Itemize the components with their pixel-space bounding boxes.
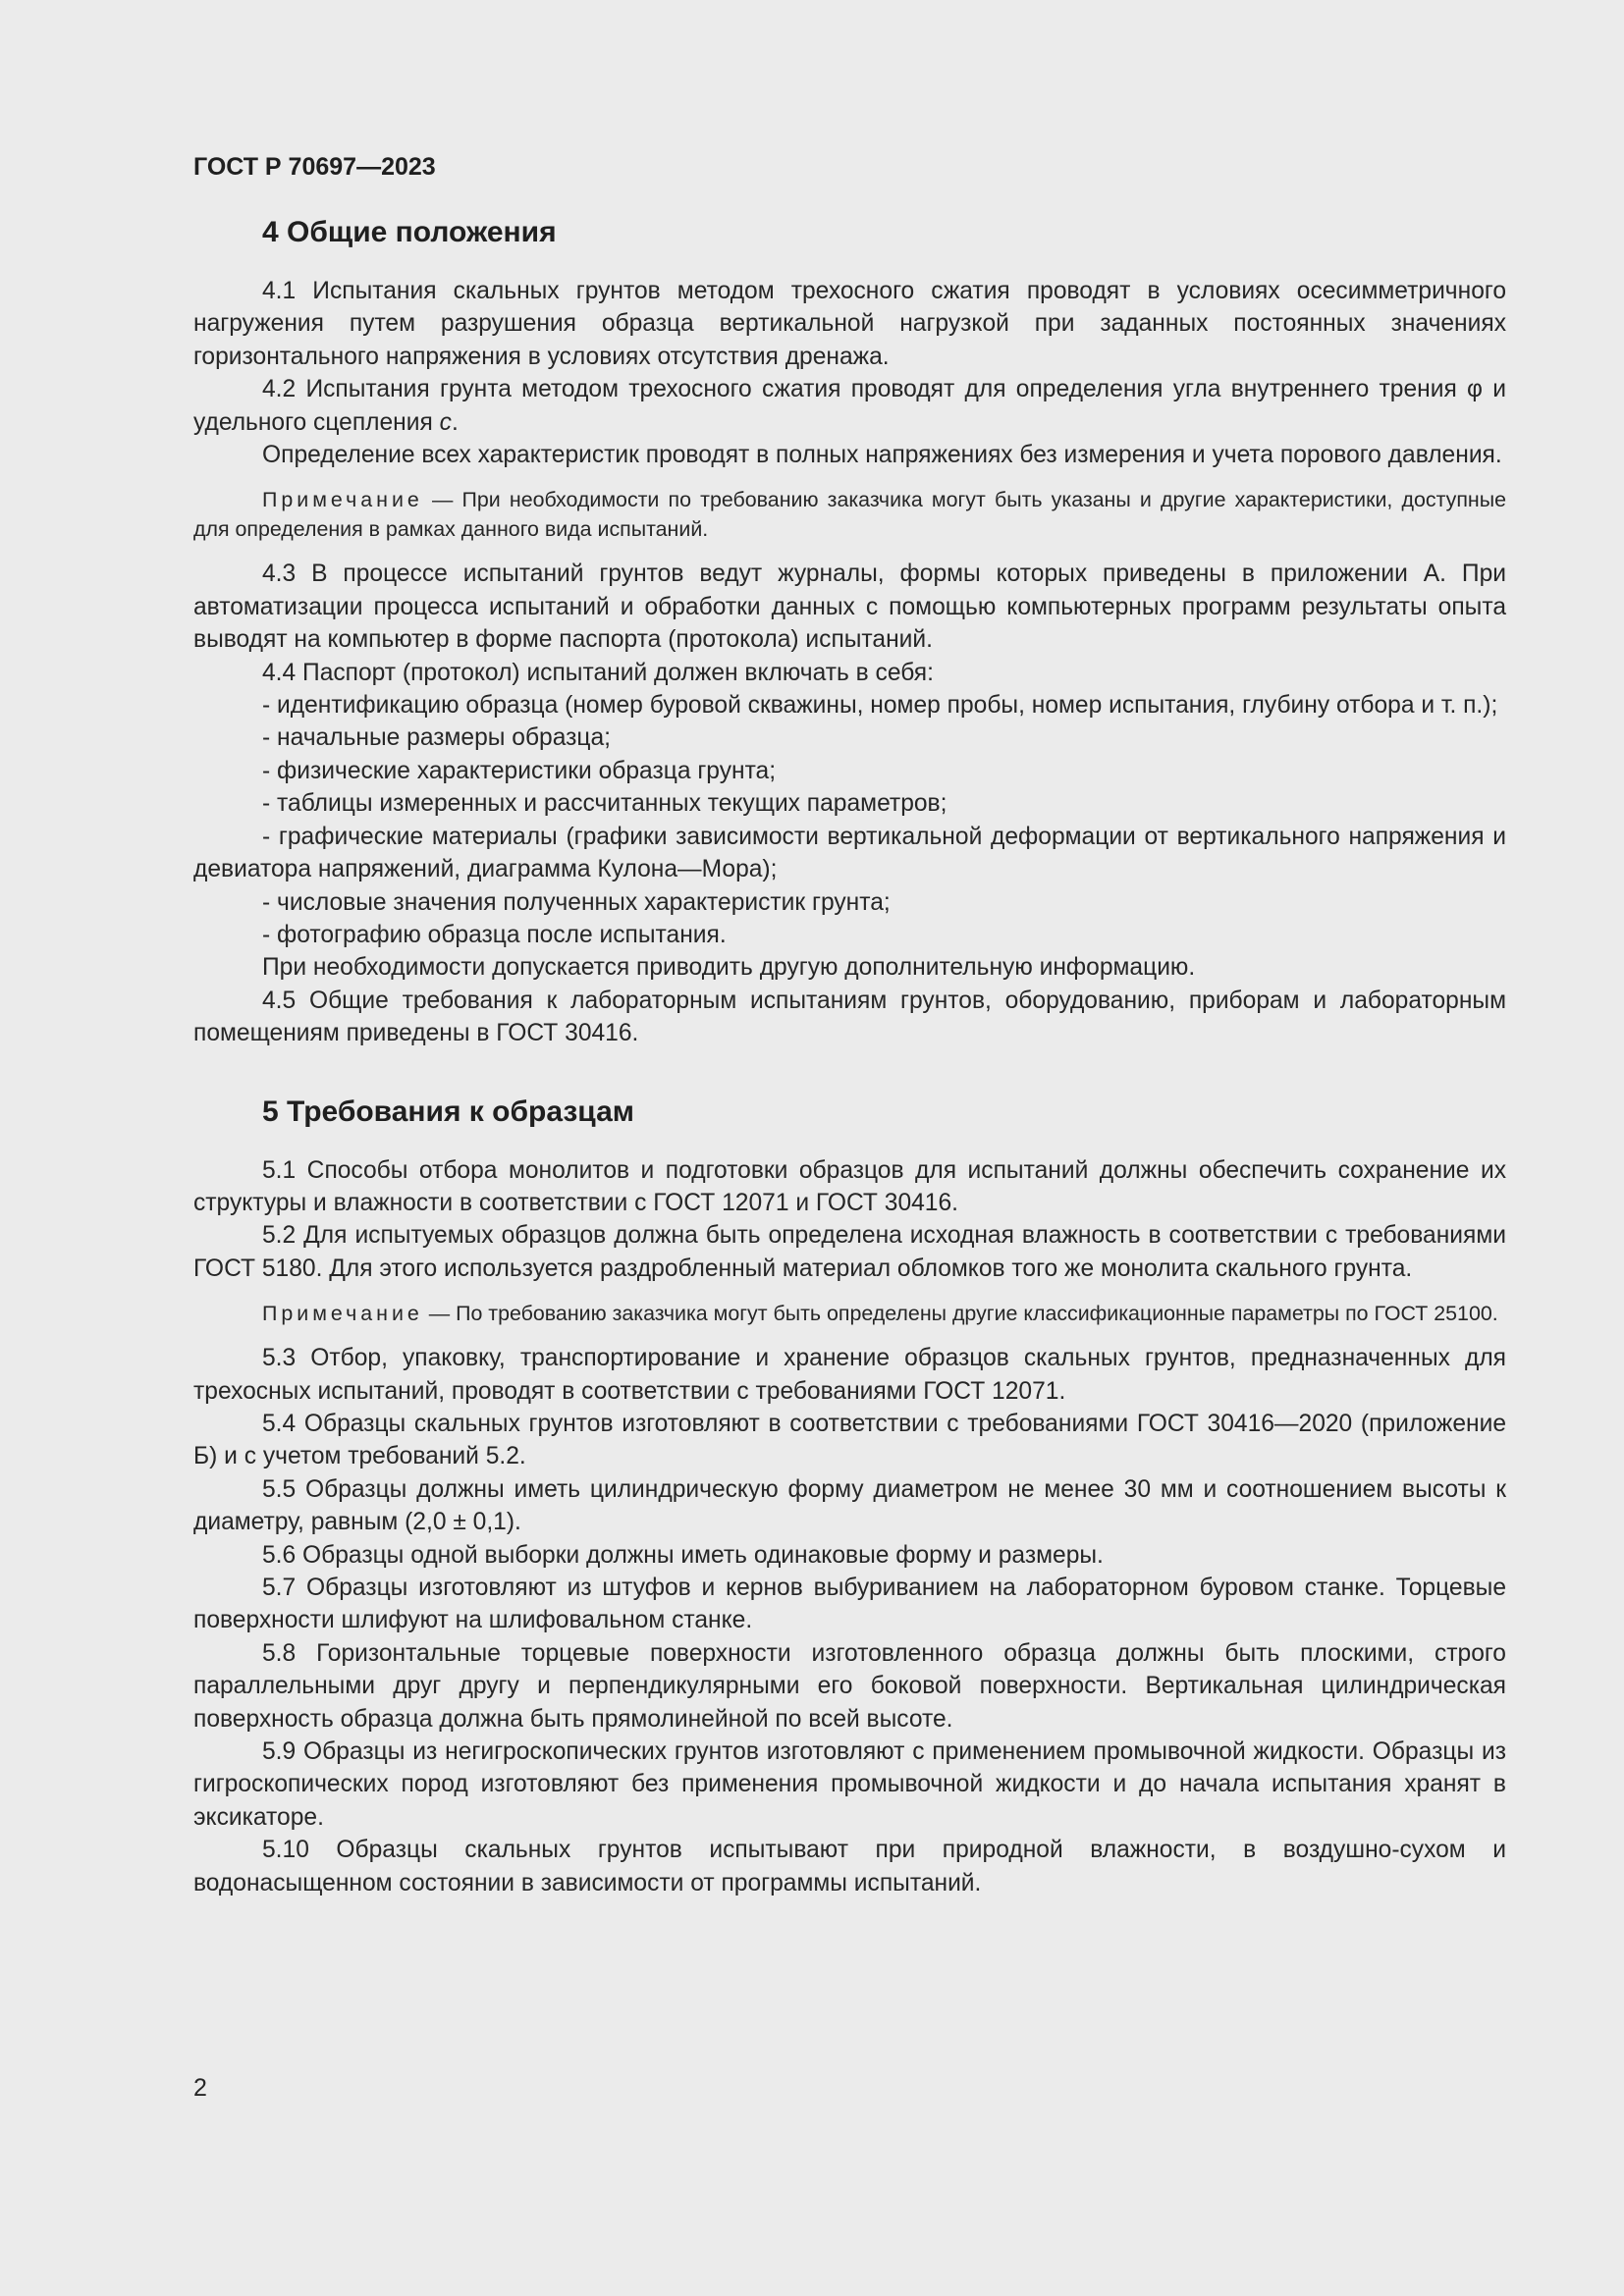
paragraph-4-2-text: 4.2 Испытания грунта методом трехосного сжатия проводят для определения угла внутреннего трения φ и удельного сцепления bbox=[193, 376, 1506, 436]
paragraph-4-1: 4.1 Испытания скальных грунтов методом трехосного сжатия проводят в условиях осесимметричного нагружения путем разрушения образца вертикальной нагрузкой при заданных постоянных значениях горизонтального напряжения в условиях отсутствия дренажа. bbox=[193, 278, 1506, 370]
section-5-title: 5 Требования к образцам bbox=[262, 1095, 634, 1128]
paragraph-5-9: 5.9 Образцы из негигроскопических грунтов изготовляют с применением промывочной жидкости. Образцы из гигроскопических пород изготовляют без применения промывочной жидкости и до начала испытания хранят в эксикаторе. bbox=[193, 1738, 1506, 1831]
paragraph-5-6: 5.6 Образцы одной выборки должны иметь одинаковые форму и размеры. bbox=[262, 1541, 1104, 1569]
paragraph-4-4-extra: При необходимости допускается приводить другую дополнительную информацию. bbox=[262, 954, 1196, 982]
note-label: Примечание bbox=[262, 1302, 423, 1326]
list-item: - физические характеристики образца грунта; bbox=[262, 757, 777, 784]
paragraph-4-2 bbox=[193, 373, 1506, 439]
list-item: - числовые значения полученных характеристик грунта; bbox=[262, 888, 891, 916]
document-page bbox=[193, 151, 1506, 1899]
paragraph-4-4: 4.4 Паспорт (протокол) испытаний должен включать в себя: bbox=[262, 659, 934, 686]
paragraph-5-7: 5.7 Образцы изготовляют из штуфов и кернов выбуриванием на лабораторном буровом станке. Торцевые поверхности шлифуют на шлифовальном станке. bbox=[193, 1575, 1506, 1634]
paragraph-5-10: 5.10 Образцы скальных грунтов испытывают при природной влажности, в воздушно-сухом и водонасыщенном состоянии в зависимости от программы испытаний. bbox=[193, 1837, 1506, 1896]
list-item: - фотографию образца после испытания. bbox=[262, 921, 727, 948]
section-4-title: 4 Общие положения bbox=[262, 216, 557, 248]
paragraph-5-2: 5.2 Для испытуемых образцов должна быть определена исходная влажность в соответствии с требованиями ГОСТ 5180. Для этого используется раздробленный материал обломков того же монолита скального грунта. bbox=[193, 1222, 1506, 1282]
paragraph-5-5: 5.5 Образцы должны иметь цилиндрическую форму диаметром не менее 30 мм и соотношением высоты к диаметру, равным (2,0 ± 0,1). bbox=[193, 1475, 1506, 1536]
note-5 bbox=[193, 1299, 1506, 1328]
paragraph-4-2-end: . bbox=[451, 408, 459, 436]
note-text: — По требованию заказчика могут быть определены другие классификационные параметры по ГОСТ 25100. bbox=[422, 1302, 1498, 1326]
list-item: - таблицы измеренных и рассчитанных текущих параметров; bbox=[262, 790, 947, 818]
list-item: - графические материалы (графики зависимости вертикальной деформации от вертикального напряжения и девиатора напряжений, диаграмма Кулона—Мора); bbox=[193, 823, 1506, 883]
paragraph-4-3: 4.3 В процессе испытаний грунтов ведут журналы, формы которых приведены в приложении А. При автоматизации процесса испытаний и обработки данных с помощью компьютерных программ результаты опыта выводят на компьютер в форме паспорта (протокола) испытаний. bbox=[193, 561, 1506, 654]
paragraph-5-3: 5.3 Отбор, упаковку, транспортирование и хранение образцов скальных грунтов, предназначенных для трехосных испытаний, проводят в соответствии с требованиями ГОСТ 12071. bbox=[193, 1345, 1506, 1405]
list-item: - идентификацию образца (номер буровой скважины, номер пробы, номер испытания, глубину отбора и т. п.); bbox=[262, 692, 1498, 720]
note-text: — При необходимости по требованию заказчика могут быть указаны и другие характеристики, доступные для определения в рамках данного вида испытаний. bbox=[193, 488, 1506, 542]
paragraph-5-8: 5.8 Горизонтальные торцевые поверхности изготовленного образца должны быть плоскими, строго параллельными друг другу и перпендикулярными его боковой поверхности. Вертикальная цилиндрическая поверхность образца должна быть прямолинейной по всей высоте. bbox=[193, 1639, 1506, 1733]
document-code-header: ГОСТ Р 70697—2023 bbox=[193, 153, 436, 181]
list-item: - начальные размеры образца; bbox=[262, 724, 612, 752]
paragraph-5-4: 5.4 Образцы скальных грунтов изготовляют в соответствии с требованиями ГОСТ 30416—2020 (приложение Б) и с учетом требований 5.2. bbox=[193, 1410, 1506, 1470]
note-4 bbox=[193, 485, 1506, 544]
paragraph-4-2-continued: Определение всех характеристик проводят в полных напряжениях без измерения и учета порового давления. bbox=[262, 442, 1502, 469]
page-number: 2 bbox=[193, 2074, 207, 2102]
paragraph-4-2-symbol: c bbox=[439, 408, 452, 436]
note-label: Примечание bbox=[262, 488, 423, 512]
paragraph-5-1: 5.1 Способы отбора монолитов и подготовки образцов для испытаний должны обеспечить сохранение их структуры и влажности в соответствии с ГОСТ 12071 и ГОСТ 30416. bbox=[193, 1156, 1506, 1216]
paragraph-4-5: 4.5 Общие требования к лабораторным испытаниям грунтов, оборудованию, приборам и лабораторным помещениям приведены в ГОСТ 30416. bbox=[193, 987, 1506, 1047]
